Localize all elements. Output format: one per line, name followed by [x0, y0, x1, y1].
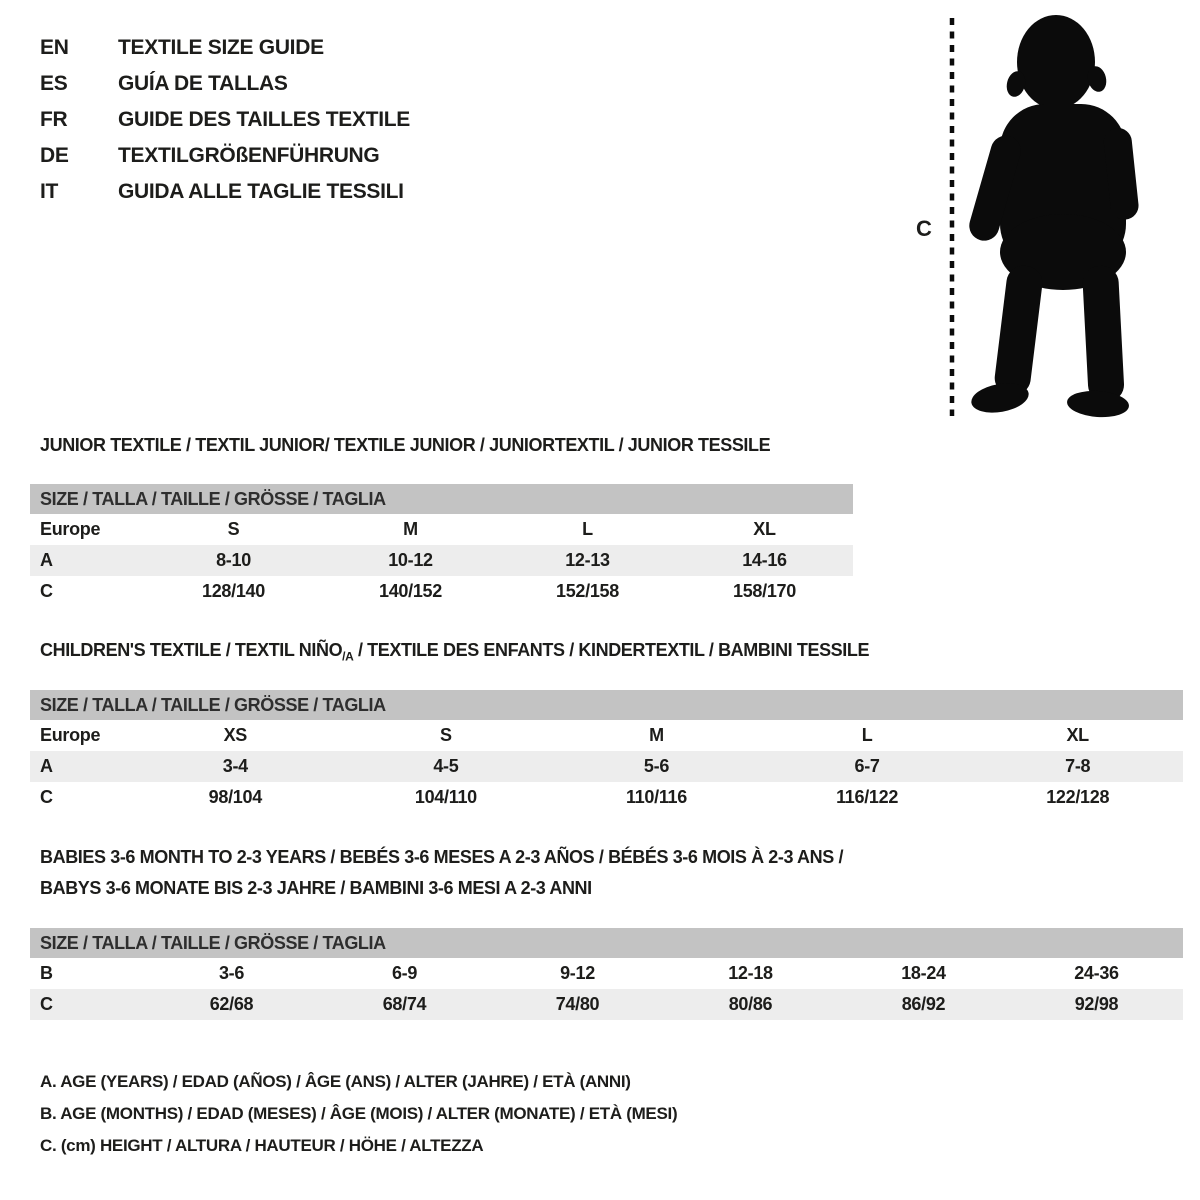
language-title: TEXTILGRÖßENFÜHRUNG	[118, 144, 380, 167]
table-row	[30, 545, 853, 576]
size-cell: 158/170	[733, 581, 796, 601]
size-cell: 128/140	[202, 581, 265, 601]
language-code: FR	[40, 108, 68, 131]
language-code: IT	[40, 180, 59, 203]
language-title: GUIDE DES TAILLES TEXTILE	[118, 108, 410, 131]
size-cell: 4-5	[433, 756, 459, 776]
language-row	[40, 138, 410, 174]
row-label: Europe	[40, 519, 101, 539]
size-cell: M	[649, 725, 664, 745]
size-cell: 14-16	[742, 550, 787, 570]
size-cell: XL	[1066, 725, 1089, 745]
table-row	[30, 720, 1183, 751]
babies-section-title-line1: BABIES 3-6 MONTH TO 2-3 YEARS / BEBÉS 3-6 MESES A 2-3 AÑOS / BÉBÉS 3-6 MOIS À 2-3 ANS /	[40, 847, 844, 867]
babies-size-table	[30, 928, 1183, 1020]
language-row	[40, 102, 410, 138]
babies-section-title-line2: BABYS 3-6 MONATE BIS 2-3 JAHRE / BAMBINI 3-6 MESI A 2-3 ANNI	[40, 878, 592, 898]
size-cell: S	[227, 519, 240, 539]
children-title-rest: / TEXTILE DES ENFANTS / KINDERTEXTIL / BAMBINI TESSILE	[353, 640, 870, 660]
size-cell: L	[582, 519, 593, 539]
row-label: C	[40, 994, 53, 1014]
junior-section-title: JUNIOR TEXTILE / TEXTIL JUNIOR/ TEXTILE JUNIOR / JUNIORTEXTIL / JUNIOR TESSILE	[40, 435, 771, 455]
size-cell: L	[861, 725, 873, 745]
language-code: EN	[40, 36, 69, 59]
language-code: DE	[40, 144, 69, 167]
size-cell: 80/86	[728, 994, 773, 1014]
language-row	[40, 66, 410, 102]
size-cell: 8-10	[216, 550, 251, 570]
language-title-list	[40, 30, 410, 210]
size-cell: XL	[753, 519, 776, 539]
size-header-bar: SIZE / TALLA / TAILLE / GRÖSSE / TAGLIA	[30, 928, 1183, 958]
legend-line-a: A. AGE (YEARS) / EDAD (AÑOS) / ÂGE (ANS) / ALTER (JAHRE) / ETÀ (ANNI)	[40, 1072, 631, 1091]
language-code: ES	[40, 72, 68, 95]
children-section-title	[40, 640, 869, 664]
children-title-subscript: /A	[342, 649, 354, 664]
size-cell: 140/152	[379, 581, 442, 601]
table-row	[30, 576, 853, 607]
size-header-bar: SIZE / TALLA / TAILLE / GRÖSSE / TAGLIA	[30, 690, 1183, 720]
size-cell: 98/104	[208, 787, 262, 807]
size-cell: M	[403, 519, 418, 539]
size-header-bar: SIZE / TALLA / TAILLE / GRÖSSE / TAGLIA	[30, 484, 853, 514]
children-size-table	[30, 690, 1183, 813]
table-row	[30, 989, 1183, 1020]
size-cell: 74/80	[555, 994, 600, 1014]
size-cell: 68/74	[382, 994, 427, 1014]
row-label: C	[40, 581, 53, 601]
size-cell: 5-6	[643, 756, 670, 776]
size-cell: 7-8	[1065, 756, 1091, 776]
legend-line-b: B. AGE (MONTHS) / EDAD (MESES) / ÂGE (MOIS) / ALTER (MONATE) / ETÀ (MESI)	[40, 1104, 678, 1123]
language-title: GUÍA DE TALLAS	[118, 72, 288, 95]
size-cell: S	[440, 725, 452, 745]
size-cell: 92/98	[1074, 994, 1119, 1014]
size-cell: 6-9	[391, 963, 418, 983]
table-row	[30, 514, 853, 545]
size-cell: 12-18	[728, 963, 773, 983]
language-row	[40, 174, 410, 210]
table-row	[30, 751, 1183, 782]
row-label: C	[40, 787, 53, 807]
language-title: GUIDA ALLE TAGLIE TESSILI	[118, 180, 404, 203]
language-row	[40, 30, 410, 66]
row-label: Europe	[40, 725, 101, 745]
measure-c-label: C	[916, 216, 932, 241]
toddler-silhouette-icon	[900, 10, 1145, 422]
size-cell: 3-4	[222, 756, 248, 776]
size-cell: 110/116	[625, 787, 687, 807]
size-cell: 152/158	[556, 581, 619, 601]
size-cell: 12-13	[565, 550, 610, 570]
size-cell: 24-36	[1074, 963, 1119, 983]
language-title: TEXTILE SIZE GUIDE	[118, 36, 324, 59]
size-cell: 62/68	[209, 994, 254, 1014]
size-cell: 86/92	[901, 994, 946, 1014]
row-label: A	[40, 756, 53, 776]
size-cell: 3-6	[218, 963, 245, 983]
size-cell: 10-12	[388, 550, 433, 570]
size-cell: 9-12	[560, 963, 595, 983]
junior-size-table	[30, 484, 853, 607]
table-row	[30, 958, 1183, 989]
size-cell: 122/128	[1046, 787, 1110, 807]
row-label: A	[40, 550, 53, 570]
size-cell: 104/110	[414, 787, 477, 807]
height-measure-figure	[900, 10, 1145, 422]
table-row	[30, 782, 1183, 813]
size-cell: 6-7	[854, 756, 880, 776]
size-cell: 18-24	[901, 963, 946, 983]
legend-line-c: C. (cm) HEIGHT / ALTURA / HAUTEUR / HÖHE / ALTEZZA	[40, 1136, 484, 1155]
children-title-main: CHILDREN'S TEXTILE / TEXTIL NIÑO	[40, 640, 343, 660]
size-cell: XS	[223, 725, 247, 745]
size-cell: 116/122	[836, 787, 899, 807]
row-label: B	[40, 963, 53, 983]
